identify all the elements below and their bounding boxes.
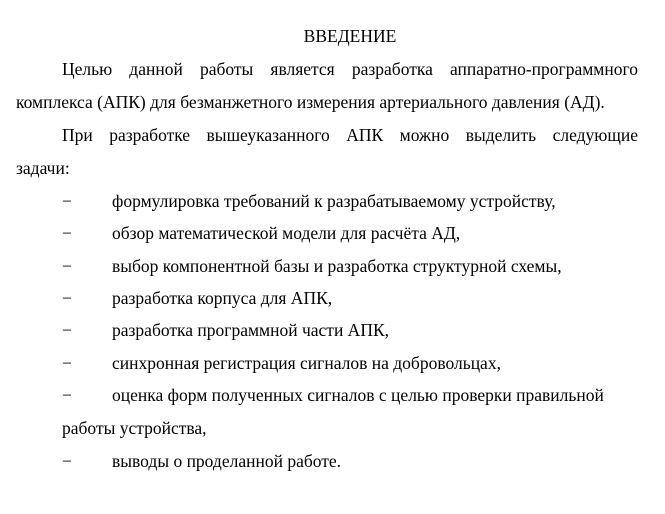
- list-dash: −: [62, 191, 72, 211]
- list-item: выводы о проделанной работе.: [112, 451, 342, 471]
- list-item: формулировка требований к разрабатываемому устройству,: [112, 191, 556, 211]
- list-dash: −: [62, 320, 72, 340]
- list-item: разработка корпуса для АПК,: [112, 288, 333, 308]
- list-item: синхронная регистрация сигналов на добровольцах,: [112, 353, 501, 373]
- list-item: разработка программной части АПК,: [112, 320, 390, 340]
- paragraph-1-line-2: комплекса (АПК) для безманжетного измерения артериального давления (АД).: [16, 92, 605, 112]
- document-heading: ВВЕДЕНИЕ: [303, 26, 397, 46]
- list-item: оценка форм полученных сигналов с целью проверки правильной: [112, 385, 604, 405]
- list-item: выбор компонентной базы и разработка структурной схемы,: [112, 256, 562, 276]
- list-dash: −: [62, 451, 72, 471]
- list-item-continuation: работы устройства,: [62, 418, 207, 438]
- list-dash: −: [62, 256, 72, 276]
- paragraph-1-line-1: Целью данной работы является разработка аппаратно-программного: [62, 59, 638, 79]
- paragraph-2-line-1: При разработке вышеуказанного АПК можно выделить следующие: [62, 125, 638, 145]
- list-dash: −: [62, 288, 72, 308]
- list-dash: −: [62, 353, 72, 373]
- list-item: обзор математической модели для расчёта АД,: [112, 223, 461, 243]
- paragraph-2-line-2: задачи:: [16, 158, 70, 178]
- list-dash: −: [62, 223, 72, 243]
- list-dash: −: [62, 385, 72, 405]
